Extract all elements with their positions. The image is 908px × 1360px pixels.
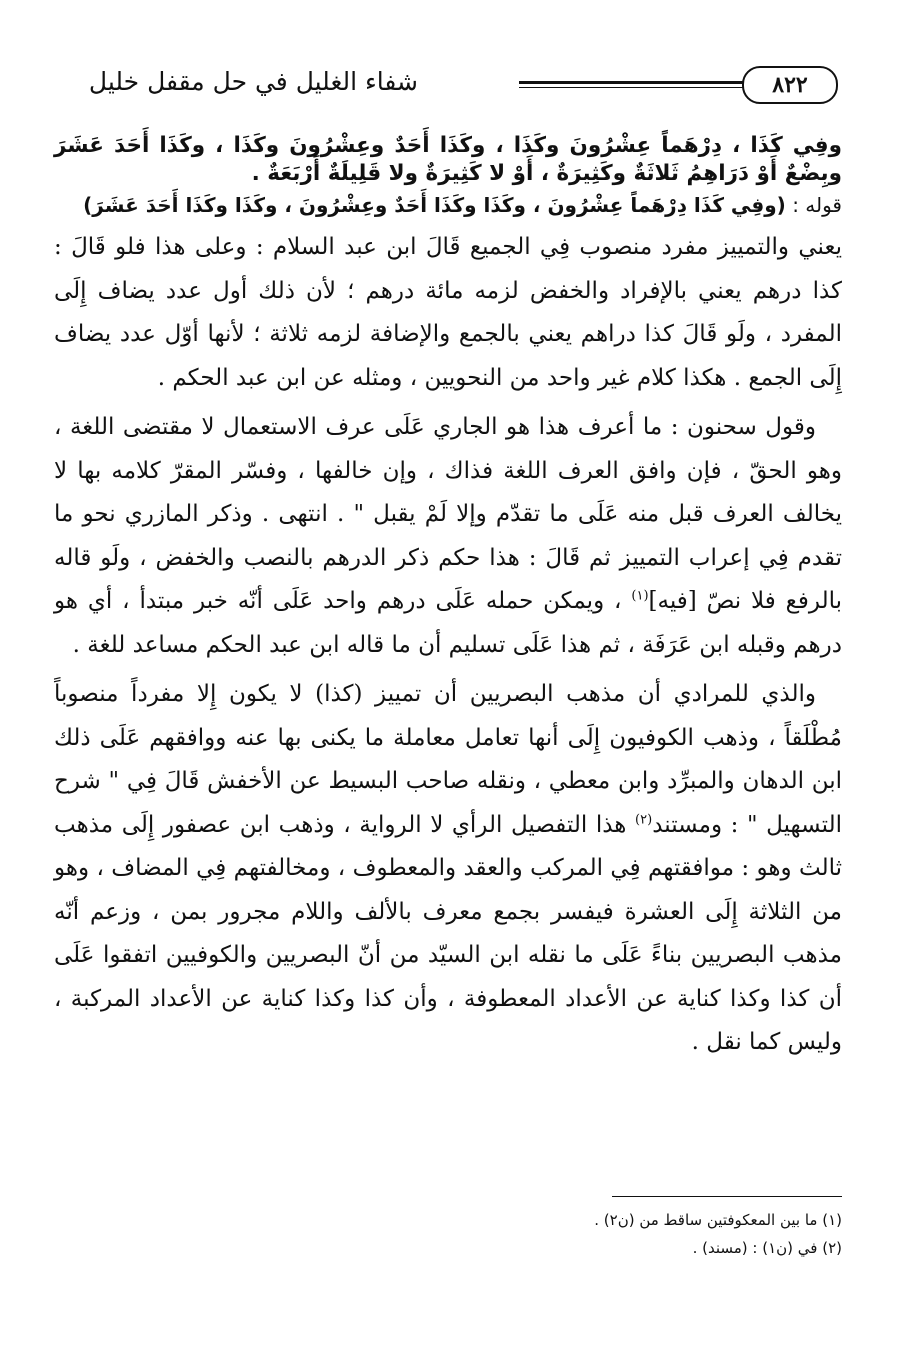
header-rule [519,81,744,84]
footnote-separator [612,1196,842,1197]
paragraph-3-tail: هذا التفصيل الرأي لا الرواية ، وذهب ابن عصفور إِلَى مذهب ثالث وهو : موافقتهم فِي المركب والعقد والمعطوف ، ومخالفتهم فِي المضاف ، وهو من الثلاثة إِلَى العشرة فيفسر بجمع معرف بالألف واللام مجرور بمن ، وزعم أنّه مذهب البصريين بناءً عَلَى ما نقله ابن السيّد من أنّ البصريين والكوفيين اتفقوا عَلَى أن كذا وكذا كناية عن الأعداد المعطوفة ، وأن كذا وكذا كناية عن الأعداد المركبة ، وليس كما نقل . [54,811,842,1055]
main-text [54,132,842,1065]
quote-text: (وفِي كَذَا دِرْهَماً عِشْرُونَ ، وكَذَا وكَذَا أَحَدٌ وعِشْرُونَ ، وكَذَا وكَذَا أَحَدَ عَشَرَ) [83,193,786,217]
paragraph-3 [54,673,842,1065]
matn-text: وفِي كَذَا ، دِرْهَماً عِشْرُونَ وكَذَا ، وكَذَا أَحَدٌ وعِشْرُونَ وكَذَا ، وكَذَا أَحَدَ عَشَرَ وبِضْعٌ أَوْ دَرَاهِمُ ثَلاثَةٌ وكَثِيرَةٌ ، أَوْ لا كَثِيرَةٌ ولا قَلِيلَةٌ أَرْبَعَةٌ . [54,133,842,186]
quote-intro: قوله : [792,193,842,217]
page-number: ٨٢٢ [742,66,838,104]
book-title: شفاء الغليل في حل مقفل خليل [88,67,418,96]
paragraph-2-text: وقول سحنون : ما أعرف هذا هو الجاري عَلَى عرف الاستعمال لا مقتضى اللغة ، وهو الحقّ ، فإن وافق العرف اللغة فذاك ، وإن خالفها ، وفسّر المقرّ كلامه بها لا يخالف العرف قبل منه عَلَى ما تقدّم وإلا لَمْ يقبل " . انتهى . وذكر المازري نحو ما تقدم فِي إعراب التمييز ثم قَالَ : هذا حكم ذكر الدرهم بالنصب والخفض ، ولَو قاله بالرفع فلا نصّ [فيه] [54,414,843,614]
footnote-2: (٢) في (ن١) : (مسند) . [692,1239,842,1257]
commentary-quote [54,190,842,220]
paragraph-3-text: والذي للمرادي أن مذهب البصريين أن تمييز (كذا) لا يكون إِلا مفرداً منصوباً مُطْلَقاً ، وذهب الكوفيون إِلَى أنها تعامل معاملة ما يكنى بها عنه ووافقهم عَلَى ذلك ابن الدهان والمبرِّد وابن معطي ، ونقله صاحب البسيط عن الأخفش قَالَ فِي " شرح التسهيل " : ومستند [54,681,843,838]
footnote-ref-1: (١) [631,588,649,604]
paragraph-2 [54,406,842,667]
paragraph-1: يعني والتمييز مفرد منصوب فِي الجميع قَالَ ابن عبد السلام : وعلى هذا فلو قَالَ : كذا درهم يعني بالإفراد والخفض لزمه مائة درهم ؛ لأن ذلك أول عدد يضاف إِلَى المفرد ، ولَو قَالَ كذا دراهم يعني بالجمع والإضافة لزمه ثلاثة ؛ لأنها أوّل عدد يضاف إِلَى الجمع . هكذا كلام غير واحد من النحويين ، ومثله عن ابن عبد الحكم . [54,234,843,391]
header-rule-thin [519,87,744,88]
paragraph-2-tail: ، ويمكن حمله عَلَى درهم واحد عَلَى أنّه خبر مبتدأ ، أي هو درهم وقبله ابن عَرَفَة ، ثم هذا عَلَى تسليم أن ما قاله ابن عبد الحكم مساعد للغة . [54,588,842,658]
footnotes [342,1206,842,1262]
page-header [58,58,838,112]
footnote-ref-2: (٢) [635,811,653,827]
footnote-1: (١) ما بين المعكوفتين ساقط من (ن٢) . [594,1211,842,1229]
